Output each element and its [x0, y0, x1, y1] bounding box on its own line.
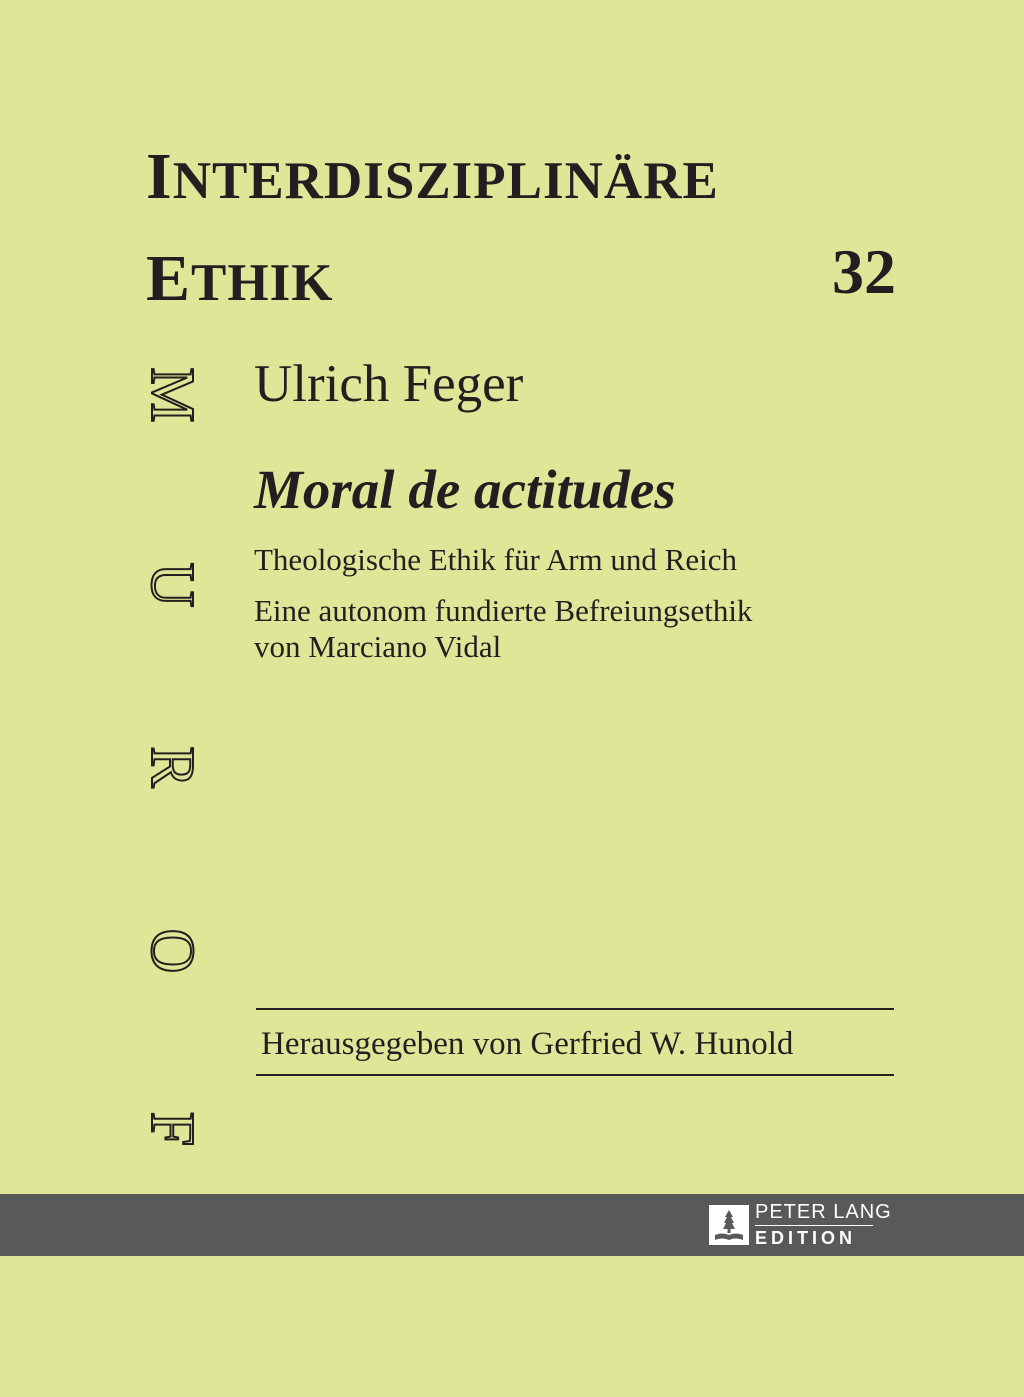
subtitle-line-3: von Marciano Vidal [254, 629, 502, 664]
series-line-2-initial: E [146, 242, 192, 315]
book-title: Moral de actitudes [254, 459, 676, 520]
subtitle-line-2: Eine autonom fundierte Befreiungsethik [254, 593, 753, 628]
publisher-rule [755, 1225, 873, 1226]
forum-letter-r: R [138, 746, 206, 788]
forum-letter-m: M [138, 367, 206, 423]
editor-bottom-rule [256, 1074, 894, 1076]
series-line-1-rest: NTERDISZIPLINÄRE [172, 152, 719, 210]
publisher-name: PETER LANG [755, 1201, 892, 1223]
series-line-2-rest: THIK [191, 254, 334, 312]
forum-letter-f: F [138, 1111, 206, 1147]
publisher-edition: EDITION [755, 1228, 857, 1248]
series-line-1-initial: I [146, 140, 173, 213]
forum-letter-o: O [138, 928, 206, 974]
editor-top-rule [256, 1008, 894, 1010]
series-title-line-1 [146, 128, 719, 230]
volume-number: 32 [832, 236, 896, 307]
author-name: Ulrich Feger [254, 355, 524, 413]
series-title [146, 128, 719, 332]
subtitle-line-1: Theologische Ethik für Arm und Reich [254, 542, 737, 577]
editor-credit: Herausgegeben von Gerfried W. Hunold [261, 1026, 794, 1062]
series-title-line-2 [146, 230, 719, 332]
peter-lang-logo-icon [709, 1205, 749, 1245]
forum-letter-u: U [138, 562, 206, 608]
